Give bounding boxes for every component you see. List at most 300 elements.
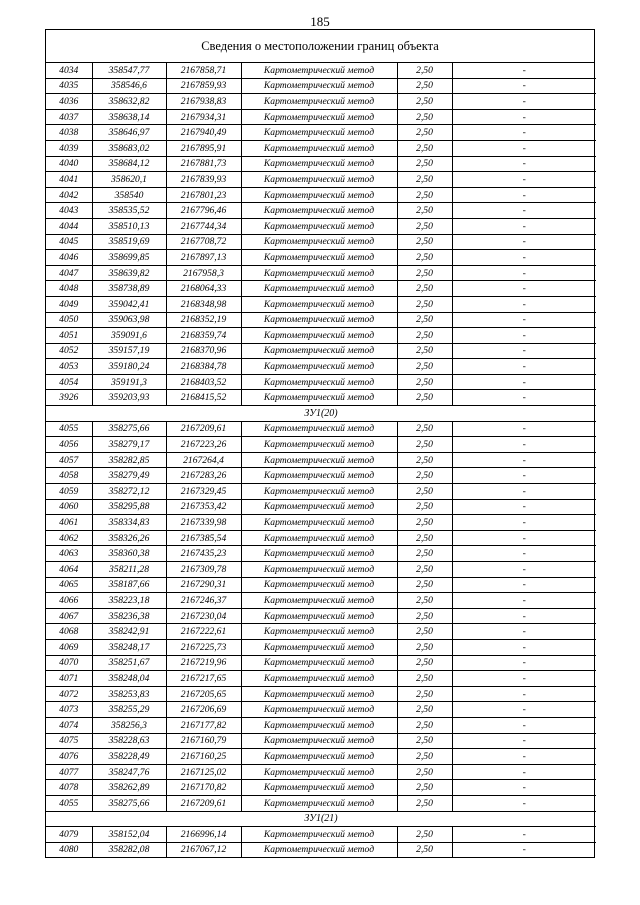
x-coordinate-cell: 358360,38 xyxy=(92,546,166,562)
precision-cell: 2,50 xyxy=(397,234,452,250)
table-row xyxy=(46,624,596,640)
table-row xyxy=(46,437,596,453)
point-number-cell: 4066 xyxy=(46,593,92,609)
description-cell: - xyxy=(452,156,596,172)
y-coordinate-cell: 2167839,93 xyxy=(166,172,241,188)
table-row xyxy=(46,187,596,203)
table-row xyxy=(46,421,596,437)
y-coordinate-cell: 2167309,78 xyxy=(166,562,241,578)
y-coordinate-cell: 2168403,52 xyxy=(166,374,241,390)
point-number-cell: 4079 xyxy=(46,827,92,843)
table-row xyxy=(46,717,596,733)
precision-cell: 2,50 xyxy=(397,296,452,312)
x-coordinate-cell: 358211,28 xyxy=(92,562,166,578)
x-coordinate-cell: 358256,3 xyxy=(92,717,166,733)
y-coordinate-cell: 2167170,82 xyxy=(166,780,241,796)
point-number-cell: 4070 xyxy=(46,655,92,671)
precision-cell: 2,50 xyxy=(397,265,452,281)
point-number-cell: 4068 xyxy=(46,624,92,640)
precision-cell: 2,50 xyxy=(397,780,452,796)
x-coordinate-cell: 358279,49 xyxy=(92,468,166,484)
y-coordinate-cell: 2168384,78 xyxy=(166,359,241,375)
table-row xyxy=(46,499,596,515)
description-cell: - xyxy=(452,780,596,796)
description-cell: - xyxy=(452,63,596,78)
y-coordinate-cell: 2167858,71 xyxy=(166,63,241,78)
x-coordinate-cell: 358684,12 xyxy=(92,156,166,172)
table-row xyxy=(46,795,596,811)
point-number-cell: 3926 xyxy=(46,390,92,406)
description-cell: - xyxy=(452,530,596,546)
description-cell: - xyxy=(452,562,596,578)
x-coordinate-cell: 358228,49 xyxy=(92,749,166,765)
table-row xyxy=(46,530,596,546)
method-cell: Картометрический метод xyxy=(241,125,397,141)
precision-cell: 2,50 xyxy=(397,390,452,406)
precision-cell: 2,50 xyxy=(397,702,452,718)
x-coordinate-cell: 358279,17 xyxy=(92,437,166,453)
table-row xyxy=(46,250,596,266)
method-cell: Картометрический метод xyxy=(241,749,397,765)
point-number-cell: 4078 xyxy=(46,780,92,796)
table-row xyxy=(46,265,596,281)
precision-cell: 2,50 xyxy=(397,359,452,375)
method-cell: Картометрический метод xyxy=(241,187,397,203)
table-row xyxy=(46,359,596,375)
table-row xyxy=(46,218,596,234)
description-cell: - xyxy=(452,671,596,687)
point-number-cell: 4058 xyxy=(46,468,92,484)
y-coordinate-cell: 2167160,25 xyxy=(166,749,241,765)
x-coordinate-cell: 359191,3 xyxy=(92,374,166,390)
point-number-cell: 4046 xyxy=(46,250,92,266)
description-cell: - xyxy=(452,749,596,765)
precision-cell: 2,50 xyxy=(397,468,452,484)
x-coordinate-cell: 358251,67 xyxy=(92,655,166,671)
precision-cell: 2,50 xyxy=(397,530,452,546)
point-number-cell: 4077 xyxy=(46,764,92,780)
x-coordinate-cell: 358646,97 xyxy=(92,125,166,141)
y-coordinate-cell: 2168064,33 xyxy=(166,281,241,297)
method-cell: Картометрический метод xyxy=(241,203,397,219)
x-coordinate-cell: 359063,98 xyxy=(92,312,166,328)
point-number-cell: 4080 xyxy=(46,842,92,857)
point-number-cell: 4037 xyxy=(46,109,92,125)
y-coordinate-cell: 2167290,31 xyxy=(166,577,241,593)
point-number-cell: 4071 xyxy=(46,671,92,687)
y-coordinate-cell: 2167283,26 xyxy=(166,468,241,484)
description-cell: - xyxy=(452,234,596,250)
precision-cell: 2,50 xyxy=(397,328,452,344)
point-number-cell: 4055 xyxy=(46,795,92,811)
description-cell: - xyxy=(452,296,596,312)
y-coordinate-cell: 2167230,04 xyxy=(166,608,241,624)
x-coordinate-cell: 358638,14 xyxy=(92,109,166,125)
x-coordinate-cell: 358620,1 xyxy=(92,172,166,188)
x-coordinate-cell: 358275,66 xyxy=(92,795,166,811)
x-coordinate-cell: 358326,26 xyxy=(92,530,166,546)
table-row xyxy=(46,468,596,484)
table-row xyxy=(46,78,596,94)
description-cell: - xyxy=(452,172,596,188)
description-cell: - xyxy=(452,608,596,624)
precision-cell: 2,50 xyxy=(397,577,452,593)
table-row xyxy=(46,686,596,702)
description-cell: - xyxy=(452,717,596,733)
x-coordinate-cell: 358546,6 xyxy=(92,78,166,94)
method-cell: Картометрический метод xyxy=(241,515,397,531)
description-cell: - xyxy=(452,343,596,359)
table-row xyxy=(46,764,596,780)
description-cell: - xyxy=(452,639,596,655)
y-coordinate-cell: 2168348,98 xyxy=(166,296,241,312)
description-cell: - xyxy=(452,499,596,515)
y-coordinate-cell: 2167958,3 xyxy=(166,265,241,281)
description-cell: - xyxy=(452,577,596,593)
method-cell: Картометрический метод xyxy=(241,795,397,811)
precision-cell: 2,50 xyxy=(397,608,452,624)
description-cell: - xyxy=(452,140,596,156)
section-label: ЗУ1(21) xyxy=(46,811,596,827)
coordinates-table-body xyxy=(46,63,596,857)
point-number-cell: 4048 xyxy=(46,281,92,297)
y-coordinate-cell: 2166996,14 xyxy=(166,827,241,843)
point-number-cell: 4056 xyxy=(46,437,92,453)
precision-cell: 2,50 xyxy=(397,639,452,655)
x-coordinate-cell: 358275,66 xyxy=(92,421,166,437)
x-coordinate-cell: 359157,19 xyxy=(92,343,166,359)
table-row xyxy=(46,296,596,312)
method-cell: Картометрический метод xyxy=(241,156,397,172)
x-coordinate-cell: 358242,91 xyxy=(92,624,166,640)
x-coordinate-cell: 358152,04 xyxy=(92,827,166,843)
point-number-cell: 4063 xyxy=(46,546,92,562)
point-number-cell: 4034 xyxy=(46,63,92,78)
y-coordinate-cell: 2167339,98 xyxy=(166,515,241,531)
precision-cell: 2,50 xyxy=(397,546,452,562)
precision-cell: 2,50 xyxy=(397,655,452,671)
table-row xyxy=(46,328,596,344)
table-row xyxy=(46,234,596,250)
x-coordinate-cell: 358236,38 xyxy=(92,608,166,624)
document-frame xyxy=(45,29,595,858)
description-cell: - xyxy=(452,374,596,390)
method-cell: Картометрический метод xyxy=(241,78,397,94)
point-number-cell: 4040 xyxy=(46,156,92,172)
table-row xyxy=(46,125,596,141)
x-coordinate-cell: 358253,83 xyxy=(92,686,166,702)
method-cell: Картометрический метод xyxy=(241,359,397,375)
method-cell: Картометрический метод xyxy=(241,172,397,188)
y-coordinate-cell: 2168370,96 xyxy=(166,343,241,359)
y-coordinate-cell: 2167708,72 xyxy=(166,234,241,250)
y-coordinate-cell: 2167385,54 xyxy=(166,530,241,546)
y-coordinate-cell: 2168359,74 xyxy=(166,328,241,344)
precision-cell: 2,50 xyxy=(397,250,452,266)
y-coordinate-cell: 2167329,45 xyxy=(166,484,241,500)
x-coordinate-cell: 358510,13 xyxy=(92,218,166,234)
method-cell: Картометрический метод xyxy=(241,733,397,749)
x-coordinate-cell: 358699,85 xyxy=(92,250,166,266)
table-row xyxy=(46,281,596,297)
point-number-cell: 4042 xyxy=(46,187,92,203)
table-row xyxy=(46,172,596,188)
description-cell: - xyxy=(452,78,596,94)
table-row xyxy=(46,452,596,468)
description-cell: - xyxy=(452,437,596,453)
x-coordinate-cell: 358334,83 xyxy=(92,515,166,531)
table-row xyxy=(46,593,596,609)
y-coordinate-cell: 2167246,37 xyxy=(166,593,241,609)
method-cell: Картометрический метод xyxy=(241,562,397,578)
point-number-cell: 4073 xyxy=(46,702,92,718)
section-label: ЗУ1(20) xyxy=(46,406,596,422)
y-coordinate-cell: 2167217,65 xyxy=(166,671,241,687)
x-coordinate-cell: 358683,02 xyxy=(92,140,166,156)
table-row xyxy=(46,109,596,125)
point-number-cell: 4075 xyxy=(46,733,92,749)
point-number-cell: 4051 xyxy=(46,328,92,344)
x-coordinate-cell: 359180,24 xyxy=(92,359,166,375)
method-cell: Картометрический метод xyxy=(241,624,397,640)
table-row xyxy=(46,156,596,172)
method-cell: Картометрический метод xyxy=(241,390,397,406)
method-cell: Картометрический метод xyxy=(241,702,397,718)
table-row xyxy=(46,780,596,796)
y-coordinate-cell: 2167209,61 xyxy=(166,795,241,811)
x-coordinate-cell: 358632,82 xyxy=(92,94,166,110)
y-coordinate-cell: 2167222,61 xyxy=(166,624,241,640)
table-row xyxy=(46,655,596,671)
point-number-cell: 4035 xyxy=(46,78,92,94)
description-cell: - xyxy=(452,764,596,780)
point-number-cell: 4057 xyxy=(46,452,92,468)
point-number-cell: 4054 xyxy=(46,374,92,390)
precision-cell: 2,50 xyxy=(397,827,452,843)
precision-cell: 2,50 xyxy=(397,312,452,328)
description-cell: - xyxy=(452,468,596,484)
method-cell: Картометрический метод xyxy=(241,437,397,453)
table-row xyxy=(46,140,596,156)
method-cell: Картометрический метод xyxy=(241,639,397,655)
x-coordinate-cell: 358247,76 xyxy=(92,764,166,780)
table-row xyxy=(46,374,596,390)
precision-cell: 2,50 xyxy=(397,717,452,733)
method-cell: Картометрический метод xyxy=(241,484,397,500)
method-cell: Картометрический метод xyxy=(241,577,397,593)
point-number-cell: 4043 xyxy=(46,203,92,219)
description-cell: - xyxy=(452,827,596,843)
method-cell: Картометрический метод xyxy=(241,764,397,780)
precision-cell: 2,50 xyxy=(397,109,452,125)
method-cell: Картометрический метод xyxy=(241,608,397,624)
y-coordinate-cell: 2168352,19 xyxy=(166,312,241,328)
precision-cell: 2,50 xyxy=(397,63,452,78)
precision-cell: 2,50 xyxy=(397,842,452,857)
description-cell: - xyxy=(452,187,596,203)
x-coordinate-cell: 358295,88 xyxy=(92,499,166,515)
method-cell: Картометрический метод xyxy=(241,218,397,234)
description-cell: - xyxy=(452,686,596,702)
method-cell: Картометрический метод xyxy=(241,468,397,484)
table-row xyxy=(46,577,596,593)
method-cell: Картометрический метод xyxy=(241,780,397,796)
x-coordinate-cell: 359203,93 xyxy=(92,390,166,406)
method-cell: Картометрический метод xyxy=(241,827,397,843)
method-cell: Картометрический метод xyxy=(241,234,397,250)
x-coordinate-cell: 358187,66 xyxy=(92,577,166,593)
y-coordinate-cell: 2167796,46 xyxy=(166,203,241,219)
point-number-cell: 4049 xyxy=(46,296,92,312)
document-title: Сведения о местоположении границ объекта xyxy=(46,30,594,63)
precision-cell: 2,50 xyxy=(397,156,452,172)
description-cell: - xyxy=(452,312,596,328)
y-coordinate-cell: 2167435,23 xyxy=(166,546,241,562)
precision-cell: 2,50 xyxy=(397,172,452,188)
y-coordinate-cell: 2167897,13 xyxy=(166,250,241,266)
table-row xyxy=(46,842,596,857)
method-cell: Картометрический метод xyxy=(241,452,397,468)
description-cell: - xyxy=(452,328,596,344)
description-cell: - xyxy=(452,624,596,640)
precision-cell: 2,50 xyxy=(397,593,452,609)
precision-cell: 2,50 xyxy=(397,484,452,500)
point-number-cell: 4041 xyxy=(46,172,92,188)
point-number-cell: 4055 xyxy=(46,421,92,437)
precision-cell: 2,50 xyxy=(397,374,452,390)
table-row xyxy=(46,749,596,765)
y-coordinate-cell: 2168415,52 xyxy=(166,390,241,406)
method-cell: Картометрический метод xyxy=(241,296,397,312)
method-cell: Картометрический метод xyxy=(241,265,397,281)
table-row xyxy=(46,639,596,655)
method-cell: Картометрический метод xyxy=(241,343,397,359)
description-cell: - xyxy=(452,265,596,281)
point-number-cell: 4044 xyxy=(46,218,92,234)
table-row xyxy=(46,63,596,78)
x-coordinate-cell: 358262,89 xyxy=(92,780,166,796)
y-coordinate-cell: 2167206,69 xyxy=(166,702,241,718)
precision-cell: 2,50 xyxy=(397,218,452,234)
method-cell: Картометрический метод xyxy=(241,109,397,125)
precision-cell: 2,50 xyxy=(397,749,452,765)
method-cell: Картометрический метод xyxy=(241,593,397,609)
point-number-cell: 4061 xyxy=(46,515,92,531)
y-coordinate-cell: 2167264,4 xyxy=(166,452,241,468)
coordinates-table xyxy=(46,63,596,857)
section-header-row xyxy=(46,406,596,422)
precision-cell: 2,50 xyxy=(397,795,452,811)
method-cell: Картометрический метод xyxy=(241,499,397,515)
y-coordinate-cell: 2167125,02 xyxy=(166,764,241,780)
precision-cell: 2,50 xyxy=(397,78,452,94)
method-cell: Картометрический метод xyxy=(241,671,397,687)
description-cell: - xyxy=(452,109,596,125)
x-coordinate-cell: 358255,29 xyxy=(92,702,166,718)
section-header-row xyxy=(46,811,596,827)
table-row xyxy=(46,733,596,749)
y-coordinate-cell: 2167940,49 xyxy=(166,125,241,141)
description-cell: - xyxy=(452,733,596,749)
precision-cell: 2,50 xyxy=(397,671,452,687)
method-cell: Картометрический метод xyxy=(241,94,397,110)
method-cell: Картометрический метод xyxy=(241,717,397,733)
method-cell: Картометрический метод xyxy=(241,140,397,156)
precision-cell: 2,50 xyxy=(397,452,452,468)
precision-cell: 2,50 xyxy=(397,515,452,531)
point-number-cell: 4038 xyxy=(46,125,92,141)
point-number-cell: 4074 xyxy=(46,717,92,733)
precision-cell: 2,50 xyxy=(397,562,452,578)
y-coordinate-cell: 2167209,61 xyxy=(166,421,241,437)
precision-cell: 2,50 xyxy=(397,187,452,203)
y-coordinate-cell: 2167934,31 xyxy=(166,109,241,125)
point-number-cell: 4076 xyxy=(46,749,92,765)
description-cell: - xyxy=(452,250,596,266)
x-coordinate-cell: 359042,41 xyxy=(92,296,166,312)
x-coordinate-cell: 358272,12 xyxy=(92,484,166,500)
description-cell: - xyxy=(452,218,596,234)
y-coordinate-cell: 2167205,65 xyxy=(166,686,241,702)
description-cell: - xyxy=(452,94,596,110)
method-cell: Картометрический метод xyxy=(241,281,397,297)
x-coordinate-cell: 358223,18 xyxy=(92,593,166,609)
y-coordinate-cell: 2167895,91 xyxy=(166,140,241,156)
y-coordinate-cell: 2167067,12 xyxy=(166,842,241,857)
method-cell: Картометрический метод xyxy=(241,546,397,562)
description-cell: - xyxy=(452,546,596,562)
point-number-cell: 4064 xyxy=(46,562,92,578)
point-number-cell: 4050 xyxy=(46,312,92,328)
point-number-cell: 4039 xyxy=(46,140,92,156)
x-coordinate-cell: 358248,04 xyxy=(92,671,166,687)
point-number-cell: 4060 xyxy=(46,499,92,515)
x-coordinate-cell: 358639,82 xyxy=(92,265,166,281)
description-cell: - xyxy=(452,795,596,811)
description-cell: - xyxy=(452,842,596,857)
table-row xyxy=(46,827,596,843)
table-row xyxy=(46,608,596,624)
y-coordinate-cell: 2167859,93 xyxy=(166,78,241,94)
precision-cell: 2,50 xyxy=(397,343,452,359)
y-coordinate-cell: 2167938,83 xyxy=(166,94,241,110)
description-cell: - xyxy=(452,125,596,141)
table-row xyxy=(46,562,596,578)
method-cell: Картометрический метод xyxy=(241,312,397,328)
y-coordinate-cell: 2167219,96 xyxy=(166,655,241,671)
x-coordinate-cell: 358519,69 xyxy=(92,234,166,250)
point-number-cell: 4045 xyxy=(46,234,92,250)
method-cell: Картометрический метод xyxy=(241,250,397,266)
y-coordinate-cell: 2167744,34 xyxy=(166,218,241,234)
method-cell: Картометрический метод xyxy=(241,328,397,344)
point-number-cell: 4053 xyxy=(46,359,92,375)
precision-cell: 2,50 xyxy=(397,499,452,515)
precision-cell: 2,50 xyxy=(397,686,452,702)
description-cell: - xyxy=(452,203,596,219)
x-coordinate-cell: 358547,77 xyxy=(92,63,166,78)
description-cell: - xyxy=(452,421,596,437)
point-number-cell: 4047 xyxy=(46,265,92,281)
description-cell: - xyxy=(452,452,596,468)
point-number-cell: 4069 xyxy=(46,639,92,655)
table-row xyxy=(46,312,596,328)
description-cell: - xyxy=(452,281,596,297)
precision-cell: 2,50 xyxy=(397,125,452,141)
table-row xyxy=(46,343,596,359)
x-coordinate-cell: 358282,08 xyxy=(92,842,166,857)
point-number-cell: 4052 xyxy=(46,343,92,359)
